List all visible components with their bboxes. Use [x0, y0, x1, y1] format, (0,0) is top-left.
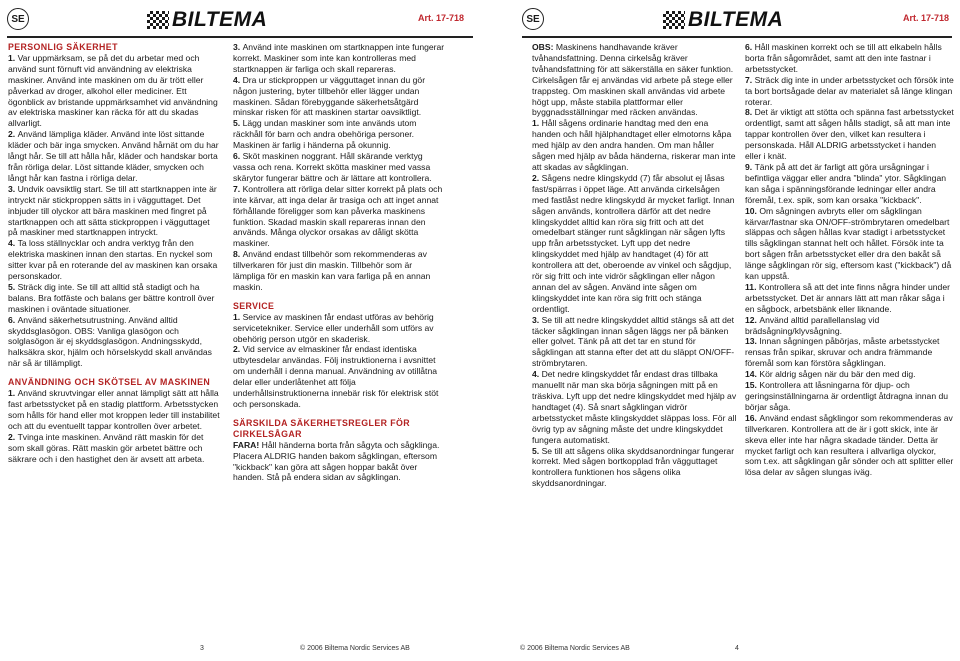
paragraph: 6. Använd säkerhetsutrustning. Använd alltid skyddsglasögon. OBS: Vanliga glasögon och solglasögon är ej skyddsglasögon. Andningsskydd, halksäkra skor, hjälm och hörselskydd skall användas när så är tillämpligt.	[8, 314, 212, 369]
paragraph: 1. Service av maskinen får endast utföras av behörig servicetekniker. Service eller underhåll som utförs av obehörig person utgör en skaderisk.	[233, 311, 434, 344]
paragraph: 16. Använd endast sågklingor som rekommenderas av tillverkaren. Kontrollera att de är i gott skick, inte är skeva eller inte har några skadade tänder. Detta är mycket farligt och kan resultera i allvarliga olyckor, som t.ex. att sågklingan går sönder och att splitter eller lösa delar av sågen slungas iväg.	[745, 412, 954, 478]
item-number: 1.	[8, 52, 18, 63]
paragraph: 3. Använd inte maskinen om startknappen inte fungerar korrekt. Maskiner som inte kan kontrolleras med startknappen är farliga och skall repareras.	[233, 42, 445, 74]
paragraph: 15. Kontrollera att låsningarna för djup- och geringsinställningarna är ordentligt åtdragna innan du börjar såga.	[745, 380, 949, 412]
copyright-right: © 2006 Biltema Nordic Services AB	[520, 645, 630, 652]
language-badge: SE	[522, 8, 544, 30]
item-number: 2.	[8, 129, 18, 140]
paragraph: 14. Kör aldrig sågen när du bär den med dig.	[745, 369, 916, 380]
paragraph: 2. Vid service av elmaskiner får endast identiska utbytesdelar användas. Följ instruktionerna i avsnittet om underhåll i denna manual. Användning av otillåtna delar eller underlåtenhet att följa underhållsinstruktionerna innebär risk för elektrisk stöt och personskada.	[233, 344, 439, 409]
brand-name: BILTEMA	[688, 8, 784, 31]
paragraph: 4. Det nedre klingskyddet får endast dras tillbaka manuellt när man ska börja sågningen mitt på en träskiva. Lyft upp det nedre klingskyddet med hjälp av handtaget (4). Så snart sågklingan vidrör arbetsstycket måste klingskyddet släppas loss. För all övrig typ av sågning måste det undre klingskyddet fungera automatiskt.	[532, 369, 737, 445]
paragraph: 2. Sågens nedre klingskydd (7) får absolut ej låsas fast/spärras i öppet läge. Att använda cirkelsågen med fastlåst nedre klingskydd är mycket farligt. Innan sågen används, kontrollera därför att det nedre klingskyddet alltid kan röra sig fritt och att det omedelbart stänger runt sågklingan när sågen lyfts upp från arbetsstycket. Lyft upp det nedre klingskyddet med hjälp av handtaget (4) för att kontrollera att det, oberoende av vinkel och sågdjup, rör sig fritt och inte vidrör sågklingan eller någon annan del av sågen. Använd inte sågen om klingskyddet inte kan röra sig fritt och stänga ordentligt.	[532, 172, 735, 314]
item-number: 15.	[745, 380, 760, 391]
item-number: 7.	[745, 74, 755, 85]
item-number: 2.	[8, 431, 18, 442]
item-number: 14.	[745, 369, 760, 380]
header-rule	[7, 36, 473, 38]
item-number: 6.	[745, 42, 755, 52]
item-number: 6.	[233, 151, 243, 162]
page-number: 4	[735, 645, 739, 652]
paragraph: 10. Om sågningen avbryts eller om sågklingan kärvar/fastnar ska ON/OFF-strömbrytaren omedelbart släppas och sågen hållas kvar stadigt i arbetsstycket tills sågklingan stannat helt och hållet. Försök inte ta bort sågen från arbetsstycket eller dra den bakåt så länge sågklingan rör sig, eftersom kast ("kickback") då kan uppstå.	[745, 205, 952, 282]
article-number: Art. 17-718	[903, 13, 950, 23]
paragraph: OBS: Maskinens handhavande kräver tvåhandsfattning. Denna cirkelsåg kräver tvåhandsfattning för att säkerställa en säker funktion. Cirkelsågen får ej användas vid arbete på stege eller trappsteg. Om maskinen skall användas vid arbete högt upp, måste stabila plattformar eller byggnadsställningar med räcken användas.	[532, 42, 734, 118]
paragraph: FARA! Håll händerna borta från sågyta och sågklinga. Placera ALDRIG handen bakom sågklingan, eftersom "kickback" kan göra att sågen hoppar bakåt över handen. Stå på endera sidan av sågklingan.	[233, 439, 440, 483]
heading-service: SERVICE	[233, 300, 275, 311]
heading-use-and-care: ANVÄNDNING OCH SKÖTSEL AV MASKINEN	[8, 377, 211, 388]
paragraph: 7. Sträck dig inte in under arbetsstycket och försök inte ta bort bortsågade delar av materialet så länge klingan roterar.	[745, 74, 954, 107]
paragraph: 7. Kontrollera att rörliga delar sitter korrekt på plats och inte kärvar, att inga delar är trasiga och att inget annat förhållande föreligger som kan påverka maskinens funktion. Skadad maskin skall repareras innan den används. Många olyckor orsakas av dåligt skötta maskiner.	[233, 183, 443, 249]
item-number: 1.	[532, 118, 542, 129]
item-number: 8.	[745, 107, 755, 118]
page-number-left	[200, 645, 204, 652]
language-badge: SE	[7, 8, 29, 30]
paragraph: 5. Se till att sågens olika skyddsanordningar fungerar korrekt. Med sågen bortkopplad från vägguttaget kontrollera funktionen hos sågens olika skyddsanordningar.	[532, 445, 735, 489]
page-right	[480, 0, 960, 661]
paragraph: 3. Se till att nedre klingskyddet alltid stängs så att det täcker sågklingan innan sågen läggs ner på bänken eller golvet. Tänk på att det tar en stund för sågklingan att stanna efter det att du släppt ON/OFF-strömbrytaren.	[532, 314, 735, 369]
paragraph: 13. Innan sågningen påbörjas, måste arbetsstycket rensas från spikar, skruvar och andra främmande föremål som kan förstöra sågklingan.	[745, 336, 940, 369]
paragraph: 9. Tänk på att det är farligt att göra ursågningar i befintliga väggar eller andra "blinda" ytor. Sågklingan kan såga i spänningsförande ledningar eller andra föremål, t.ex. spik, som kan orsaka "kickback".	[745, 161, 947, 205]
item-number: 4.	[532, 369, 542, 380]
paragraph: 8. Det är viktigt att stötta och spänna fast arbetsstycket ordentligt, samt att sågen hålls stadigt, så att man inte tappar kontrollen över den, vilket kan resultera i personskada. Håll ALDRIG arbetsstycket i handen eller i knät.	[745, 107, 954, 162]
item-number: OBS:	[532, 42, 556, 52]
header-rule	[522, 36, 952, 38]
paragraph: 2. Tvinga inte maskinen. Använd rätt maskin för det som skall göras. Rätt maskin gör arbetet bättre och säkrare och i den hastighet den är avsett att arbeta.	[8, 431, 205, 464]
copyright-left: © 2006 Biltema Nordic Services AB	[300, 645, 410, 652]
paragraph: 6. Håll maskinen korrekt och se till att elkabeln hålls borta från sågområdet, samt att den inte fastnar i arbetsstycket.	[745, 42, 942, 74]
column-1	[8, 42, 221, 464]
item-number: 11.	[745, 281, 759, 292]
item-number: 1.	[8, 388, 18, 399]
brand-name: BILTEMA	[172, 8, 268, 31]
item-number: 1.	[233, 311, 243, 322]
item-number: 3.	[532, 314, 542, 325]
brand-logo	[147, 9, 267, 31]
paragraph: 4. Dra ur stickproppen ur vägguttaget innan du gör någon justering, byter tillbehör eller lägger undan maskinen. Sådan förebyggande säkerhetsåtgärd minskar risken för att maskinen startar oavsiktligt.	[233, 74, 426, 118]
paragraph: 1. Håll sågens ordinarie handtag med den ena handen och håll hjälphandtaget eller elmotorns kåpa med hjälp av den andra handen. Om man håller sågen med hjälp av båda händerna, riskerar man inte att skadas av sågklingan.	[532, 118, 736, 172]
item-number: 7.	[233, 183, 243, 194]
item-number: 2.	[233, 344, 243, 355]
paragraph: 8. Använd endast tillbehör som rekommenderas av tillverkaren för just din maskin. Tillbehör som är lämpliga för en maskin kan vara farliga på en annan maskin.	[233, 249, 431, 292]
item-number: 5.	[532, 445, 542, 456]
heading-special-rules: SÄRSKILDA SÄKERHETSREGLER FÖR CIRKELSÅGAR	[233, 417, 410, 439]
checkered-flag-icon	[663, 11, 685, 29]
item-number: 13.	[745, 336, 760, 347]
paragraph: 5. Sträck dig inte. Se till att alltid stå stadigt och ha balans. Bra fotfäste och balans ger bättre kontroll över maskinen i oväntade situationer.	[8, 281, 215, 314]
page-number-right	[735, 645, 739, 652]
paragraph: 11. Kontrollera så att det inte finns några hinder under arbetsstycket. Det är annars lätt att man råkar såga i en sågbock, arbetsbänk eller liknande.	[745, 281, 950, 314]
paragraph: 2. Använd lämpliga kläder. Använd inte löst sittande kläder och bär inga smycken. Använd hårnät om du har långt hår. Se till att hålla hår, kläder och handskar borta från rörliga delar. Löst sittande kläder, smycken och långt hår kan fastna i rörliga delar.	[8, 129, 219, 183]
paragraph: 4. Ta loss ställnycklar och andra verktyg från den elektriska maskinen innan den startas. En nyckel som sitter kvar på en roterande del av maskinen kan orsaka personskador.	[8, 238, 218, 282]
column-4	[745, 42, 954, 478]
item-number: FARA!	[233, 439, 262, 450]
heading-personal-safety: PERSONLIG SÄKERHET	[8, 42, 118, 52]
paragraph: 1. Var uppmärksam, se på det du arbetar med och använd sunt förnuft vid användning av elektriska maskiner. Använd inte maskinen om du är trött eller påverkad av droger, alkohol eller mediciner. Ett ögonblick av bristande uppmärksamhet vid användning av elektriska maskiner kan räcka för att du skadas allvarligt.	[8, 52, 218, 129]
brand-logo	[663, 9, 783, 31]
item-number: 4.	[233, 74, 243, 85]
paragraph: 6. Sköt maskinen noggrant. Håll skärande verktyg vassa och rena. Korrekt skötta maskiner med vassa skärytor fungerar bättre och är lättare att kontrollera.	[233, 151, 432, 183]
item-number: 4.	[8, 238, 18, 249]
paragraph: 12. Använd alltid parallellanslag vid brädsågning/klyvsågning.	[745, 314, 880, 336]
checkered-flag-icon	[147, 11, 169, 29]
item-number: 12.	[745, 314, 760, 325]
item-number: 6.	[8, 314, 18, 325]
column-3	[532, 42, 737, 489]
item-number: 8.	[233, 249, 243, 260]
item-number: 16.	[745, 412, 760, 423]
paragraph: 1. Använd skruvtvingar eller annat lämpligt sätt att hålla fast arbetsstycket på en stadig plattform. Arbetsstycken som hålls för hand eller mot kroppen leder till instabilitet och att du eventuellt tappar kontrollen över arbetet.	[8, 388, 220, 431]
item-number: 10.	[745, 205, 760, 216]
item-number: 9.	[745, 161, 755, 172]
column-2	[233, 42, 446, 483]
article-number: Art. 17-718	[418, 13, 465, 23]
item-number: 2.	[532, 172, 542, 183]
item-number: 3.	[233, 42, 243, 52]
page-number: 3	[200, 645, 204, 652]
item-number: 3.	[8, 183, 18, 194]
item-number: 5.	[233, 118, 243, 129]
paragraph: 5. Lägg undan maskiner som inte används utom räckhåll för barn och andra obehöriga personer. Maskinen är farlig i händerna på okunnig.	[233, 118, 417, 151]
paragraph: 3. Undvik oavsiktlig start. Se till att startknappen inte är intryckt när stickproppen sätts in i vägguttaget. Det inbjuder till olyckor att bära maskinen med fingret på startknappen och att sätta stickproppen i vägguttaget på maskiner med startknappen intryckt.	[8, 183, 217, 238]
item-number: 5.	[8, 281, 18, 292]
